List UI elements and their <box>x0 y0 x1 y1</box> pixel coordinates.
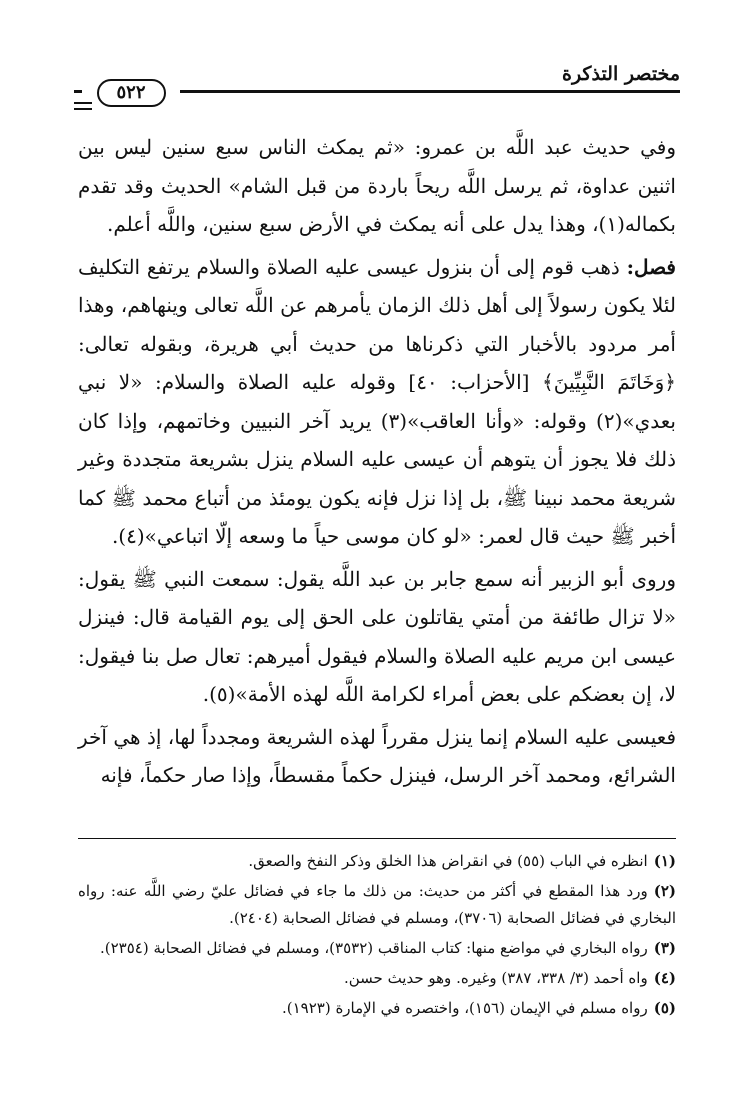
footnote-number: (٢) <box>653 882 676 900</box>
page-number-frame <box>82 78 180 108</box>
paragraph-text: وروى أبو الزبير أنه سمع جابر بن عبد اللَّه يقول: سمعت النبي ﷺ يقول: «لا تزال طائفة من أمتي يقاتلون على الحق إلى يوم القيامة قال: فينزل عيسى ابن مريم عليه الصلاة والسلام فيقول أميرهم: تعال صل بنا فيقول: لا، إن بعضكم على بعض أمراء لكرامة اللَّه لهذه الأمة»(٥). <box>78 566 676 706</box>
footnote <box>78 848 676 875</box>
footnote-number: (١) <box>653 852 676 870</box>
footnotes <box>78 848 676 1025</box>
footnote-text: ورد هذا المقطع في أكثر من حديث: من ذلك ما جاء في فضائل عليّ رضي اللَّه عنه: رواه البخاري في فضائل الصحابة (٣٧٠٦)، ومسلم في فضائل الصحابة (٢٤٠٤). <box>78 882 676 927</box>
footnote-text: انظره في الباب (٥٥) في انقراض هذا الخلق وذكر النفخ والصعق. <box>248 852 648 870</box>
footnote-separator <box>78 838 676 839</box>
ornament-lines <box>74 102 92 114</box>
footnote-number: (٤) <box>653 969 676 987</box>
paragraph-text: فعيسى عليه السلام إنما ينزل مقرراً لهذه الشريعة ومجدداً لها، إذ هي آخر الشرائع، ومحمد آخر الرسل، فينزل حكماً مقسطاً، وإذا صار حكماً، فإنه <box>78 724 676 787</box>
paragraph <box>78 718 676 795</box>
page-header <box>74 62 680 110</box>
footnote <box>78 935 676 962</box>
footnote-number: (٣) <box>653 939 676 957</box>
footnote <box>78 878 676 932</box>
footnote-text: واه أحمد (٣/ ٣٣٨، ٣٨٧) وغيره. وهو حديث حسن. <box>343 969 648 987</box>
footnote-number: (٥) <box>653 999 676 1017</box>
paragraph-text: ذهب قوم إلى أن بنزول عيسى عليه الصلاة والسلام يرتفع التكليف لئلا يكون رسولاً إلى أهل ذلك الزمان يأمرهم عن اللَّه تعالى وينهاهم، وهذا أمر مردود بالأخبار التي ذكرناها من حديث أبي هريرة، وبقوله تعالى: ﴿وَخَاتَمَ النَّبِيِّينَ﴾ [الأحزاب: ٤٠] وقوله عليه الصلاة والسلام: «لا نبي بعدي»(٢) وقوله: «وأنا العاقب»(٣) يريد آخر النبيين وخاتمهم، وإذا كان ذلك فلا يجوز أن يتوهم أن عيسى عليه السلام ينزل بشريعة متجددة وغير شريعة محمد نبينا ﷺ، بل إذا نزل فإنه يكون يومئذ من أتباع محمد ﷺ كما أخبر ﷺ حيث قال لعمر: «لو كان موسى حياً ما وسعه إلّا اتباعي»(٤). <box>78 254 676 548</box>
footnote-text: رواه مسلم في الإيمان (١٥٦)، واختصره في الإمارة (١٩٢٣). <box>281 999 648 1017</box>
paragraph <box>78 128 676 244</box>
footnote <box>78 965 676 992</box>
page-number: ٥٢٢ <box>97 79 166 107</box>
footnote <box>78 995 676 1022</box>
main-text <box>78 128 676 795</box>
footnote-text: رواه البخاري في مواضع منها: كتاب المناقب (٣٥٣٢)، ومسلم في فضائل الصحابة (٢٣٥٤). <box>100 939 648 957</box>
paragraph-text: وفي حديث عبد اللَّه بن عمرو: «ثم يمكث الناس سبع سنين ليس بين اثنين عداوة، ثم يرسل اللَّه ريحاً باردة من قبل الشام» الحديث وقد تقدم بكماله(١)، وهذا يدل على أنه يمكث في الأرض سبع سنين، واللَّه أعلم. <box>78 135 676 236</box>
paragraph <box>78 560 676 714</box>
paragraph <box>78 248 676 556</box>
book-title: مختصر التذكرة <box>561 63 680 85</box>
section-lead: فصل: <box>626 254 676 279</box>
